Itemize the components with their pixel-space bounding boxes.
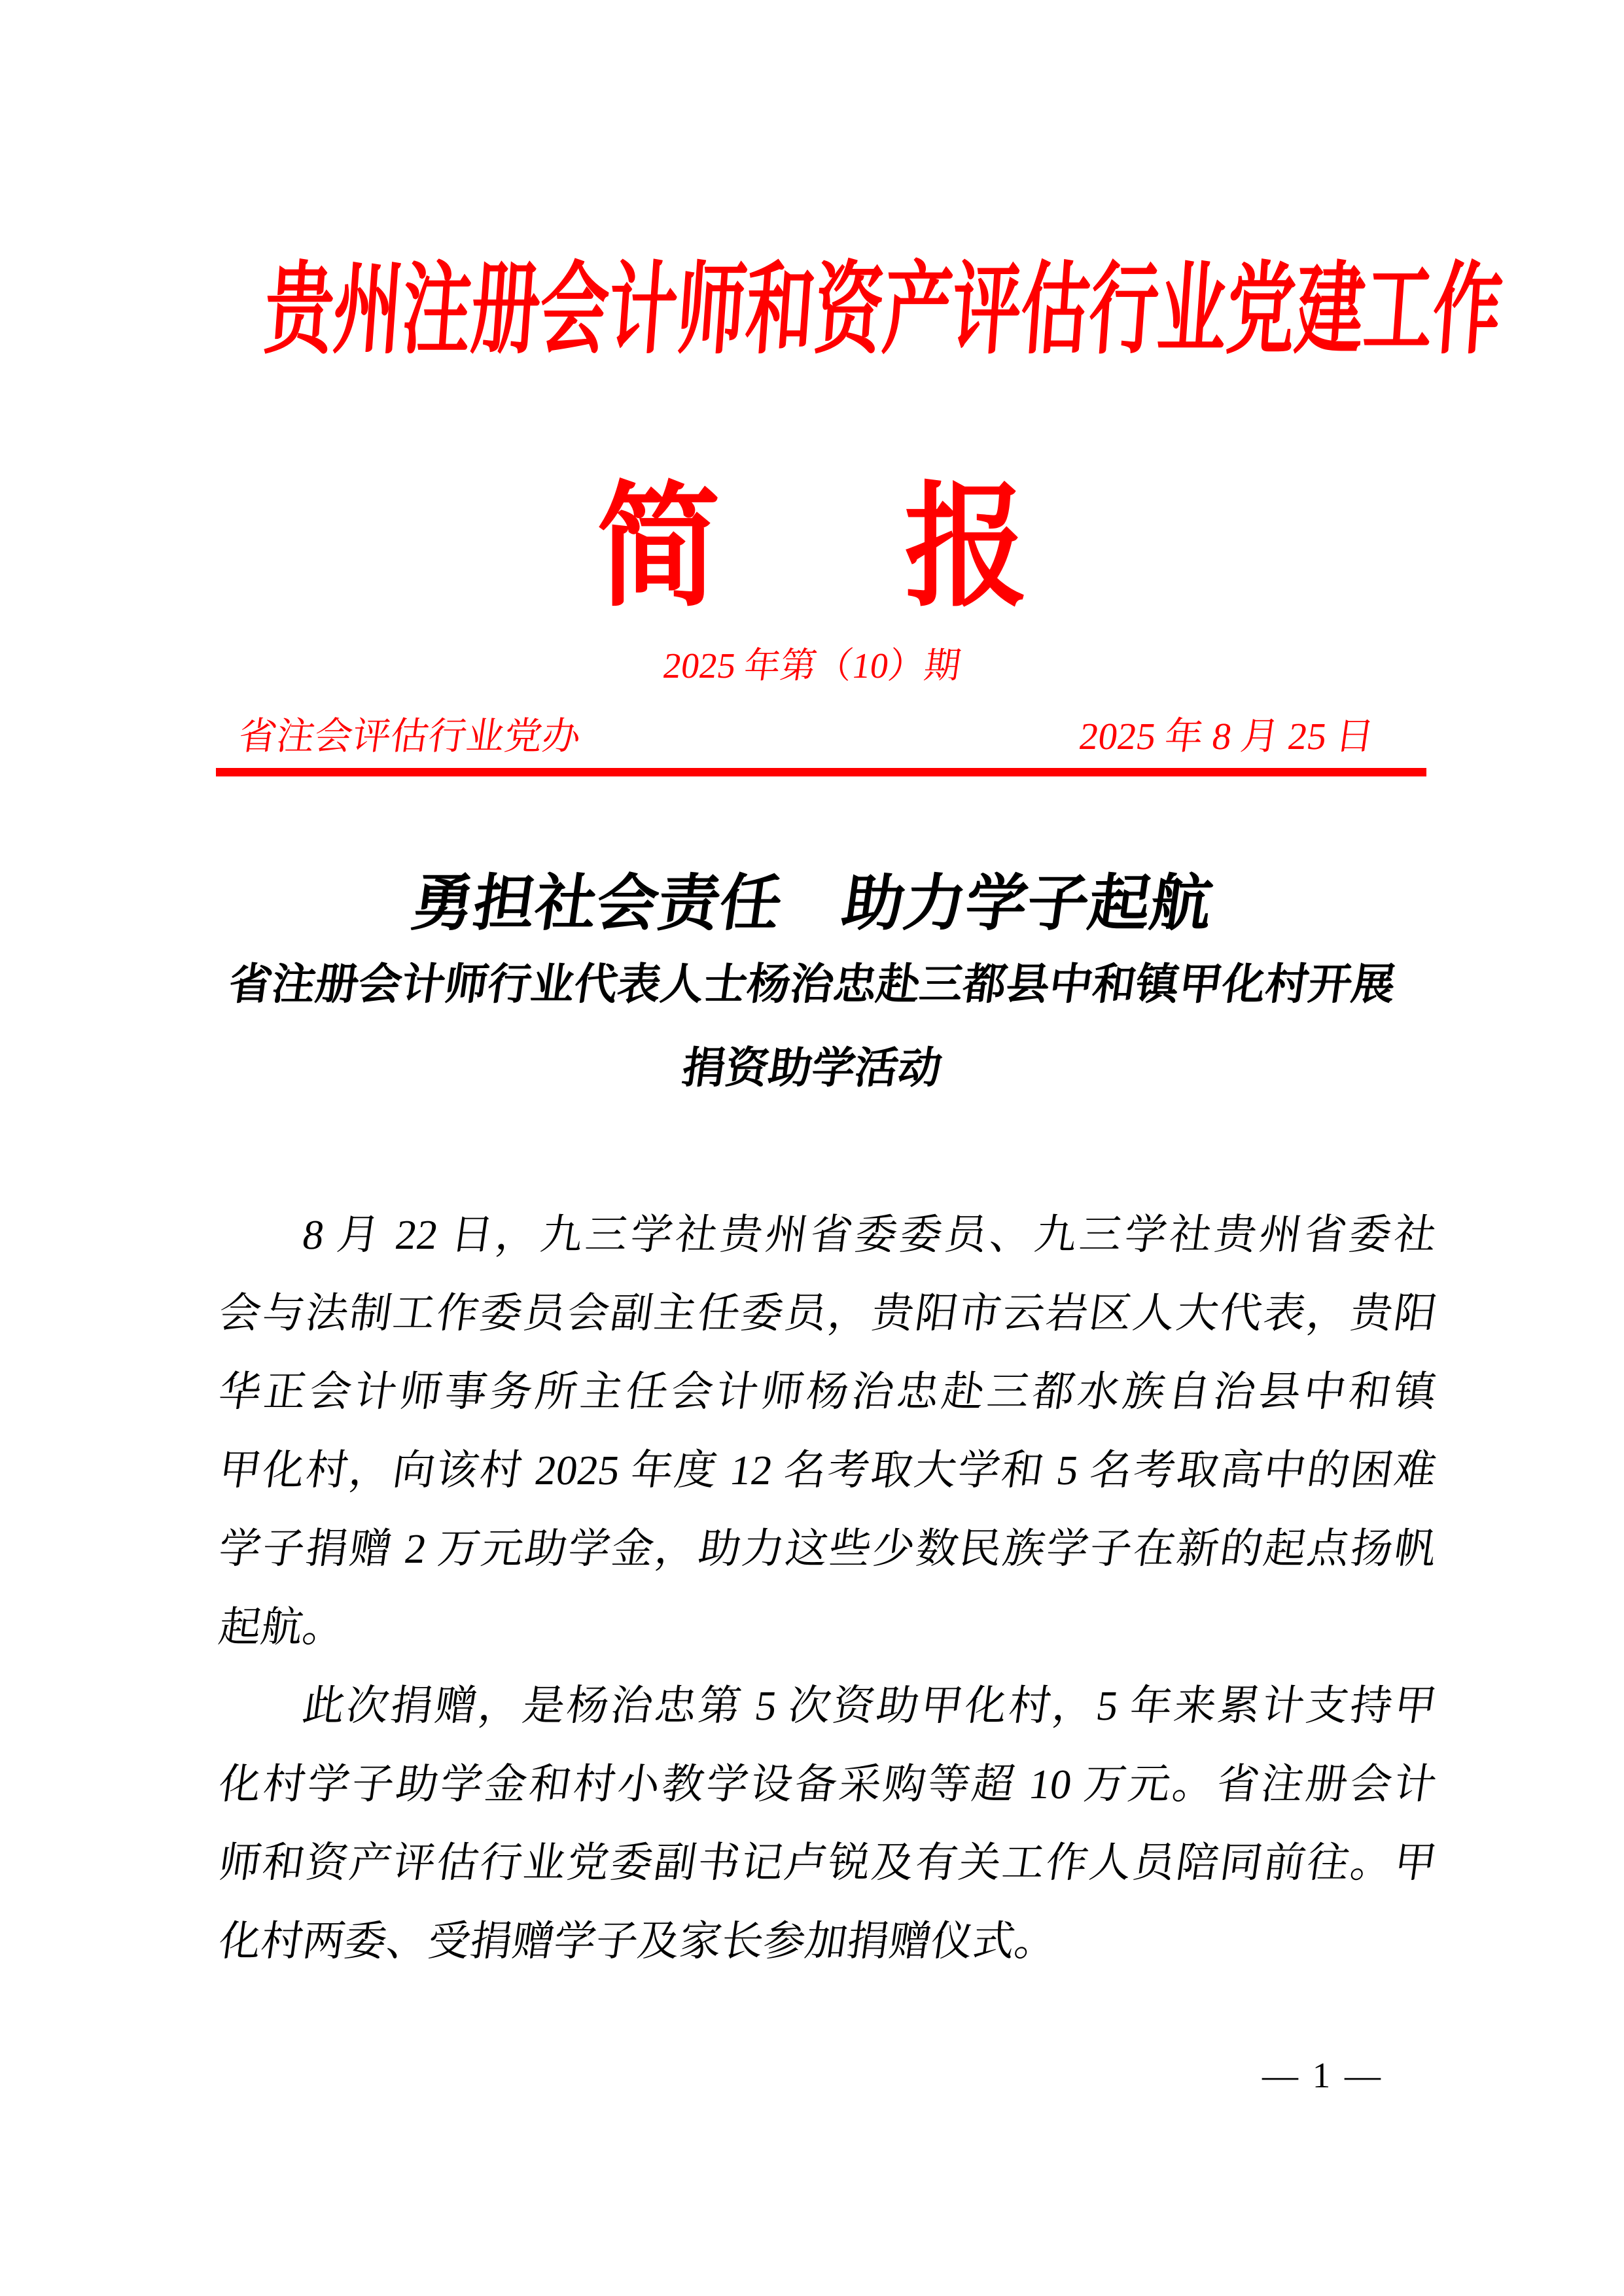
- body-line: 起航。: [216, 1604, 349, 1650]
- article-headline: [0, 867, 1624, 941]
- article-body: [216, 1196, 1440, 1981]
- body-line: 8 月 22 日，九三学社贵州省委委员、九三学社贵州省委社: [300, 1211, 1440, 1258]
- article-subtitle-line2: [0, 1043, 1624, 1094]
- issue-number-text: 2025 年第（10）期: [660, 646, 964, 686]
- issue-number-line: [0, 644, 1624, 687]
- body-line: 师和资产评估行业党委副书记卢锐及有关工作人员陪同前往。甲: [216, 1839, 1440, 1886]
- bulletin-name-char-2: 报: [904, 474, 1028, 623]
- article-headline-text: 勇担社会责任 助力学子起航: [407, 870, 1217, 938]
- body-line: 会与法制工作委员会副主任委员，贵阳市云岩区人大代表，贵阳: [216, 1290, 1440, 1336]
- article-subtitle-line2-text: 捐资助学活动: [679, 1045, 945, 1092]
- bulletin-name-char-1: 简: [596, 474, 720, 623]
- masthead-org-title: [0, 257, 1624, 365]
- issue-date: 2025 年 8 月 25 日: [1077, 715, 1377, 757]
- article-subtitle-line1: [0, 959, 1624, 1011]
- body-line: 化村两委、受捐赠学子及家长参加捐赠仪式。: [216, 1918, 1061, 1964]
- issuer-name: 省注会评估行业党办: [236, 715, 584, 757]
- masthead-meta-rule: [216, 715, 1426, 776]
- page-number: [1262, 2054, 1383, 2097]
- body-line: 化村学子助学金和村小教学设备采购等超 10 万元。省注册会计: [216, 1761, 1440, 1807]
- body-line: 华正会计师事务所主任会计师杨治忠赴三都水族自治县中和镇: [216, 1368, 1440, 1415]
- body-line: 此次捐赠，是杨治忠第 5 次资助甲化村，5 年来累计支持甲: [300, 1682, 1440, 1729]
- article-subtitle-line1-text: 省注册会计师行业代表人士杨治忠赴三都县中和镇甲化村开展: [225, 961, 1399, 1009]
- bulletin-name: [0, 474, 1624, 623]
- masthead-org-title-text: 贵州注册会计师和资产评估行业党建工作: [260, 255, 1506, 366]
- page-number-text: — 1 —: [1262, 2055, 1383, 2095]
- body-line: 甲化村，向该村 2025 年度 12 名考取大学和 5 名考取高中的困难: [216, 1447, 1440, 1493]
- body-line: 学子捐赠 2 万元助学金，助力这些少数民族学子在新的起点扬帆: [216, 1525, 1440, 1572]
